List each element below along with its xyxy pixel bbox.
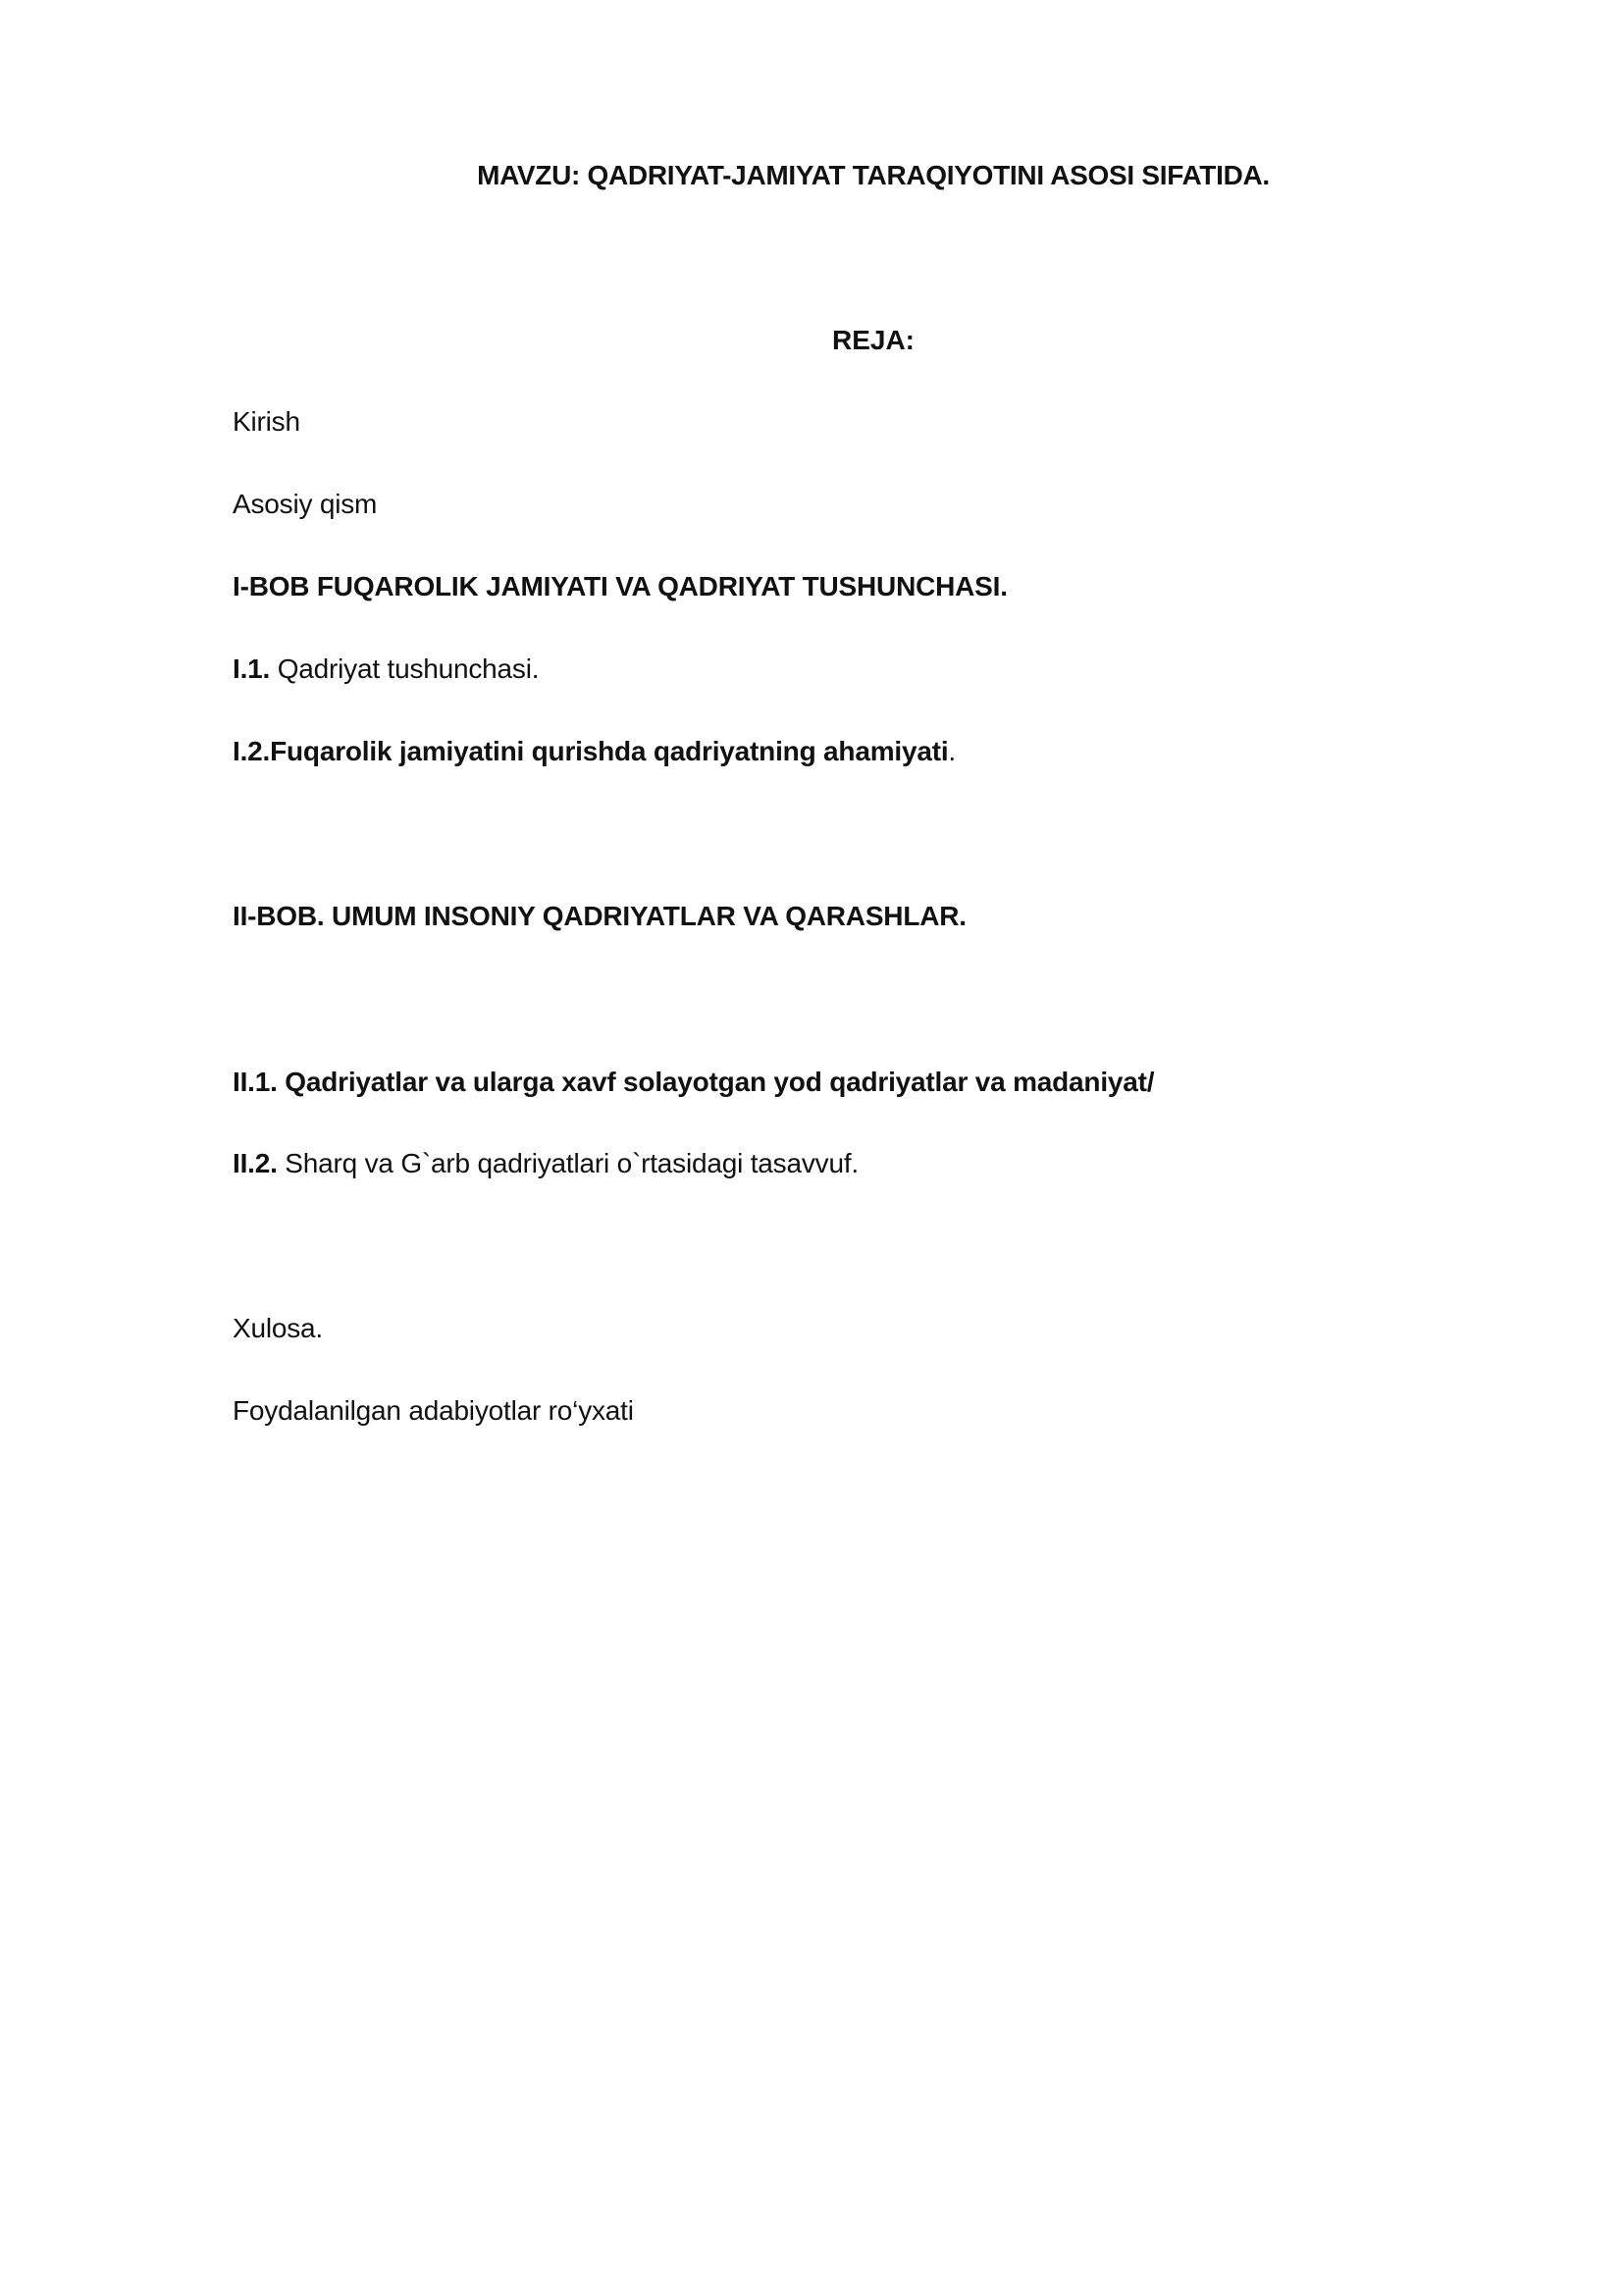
plan-item-section-1-2 <box>233 735 956 768</box>
plan-item-section-2-1: II.1. Qadriyatlar va ularga xavf solayotgan yod qadriyatlar va madaniyat/ <box>233 1067 1155 1097</box>
plan-item-conclusion: Xulosa. <box>233 1313 323 1343</box>
section-title: Qadriyat tushunchasi. <box>270 653 540 684</box>
section-title: I.2.Fuqarolik jamiyatini qurishda qadriyatning ahamiyati <box>233 736 949 766</box>
section-trailing-period: . <box>948 736 957 766</box>
plan-item-chapter-1: I-BOB FUQAROLIK JAMIYATI VA QADRIYAT TUSHUNCHASI. <box>233 571 1008 601</box>
section-title: Sharq va G`arb qadriyatlari o`rtasidagi tasavvuf. <box>277 1148 859 1178</box>
section-number: II.2. <box>233 1148 278 1178</box>
plan-item-main-part: Asosiy qism <box>233 489 378 519</box>
document-title: MAVZU: QADRIYAT-JAMIYAT TARAQIYOTINI ASOSI SIFATIDA. <box>477 160 1270 190</box>
plan-item-section-2-2 <box>233 1147 859 1180</box>
plan-heading: REJA: <box>831 325 915 355</box>
plan-item-introduction: Kirish <box>233 406 300 437</box>
plan-item-chapter-2: II-BOB. UMUM INSONIY QADRIYATLAR VA QARASHLAR. <box>233 901 967 931</box>
plan-item-references: Foydalanilgan adabiyotlar ro‘yxati <box>233 1395 634 1426</box>
section-number: I.1. <box>233 653 271 684</box>
plan-item-section-1-1 <box>233 652 539 686</box>
